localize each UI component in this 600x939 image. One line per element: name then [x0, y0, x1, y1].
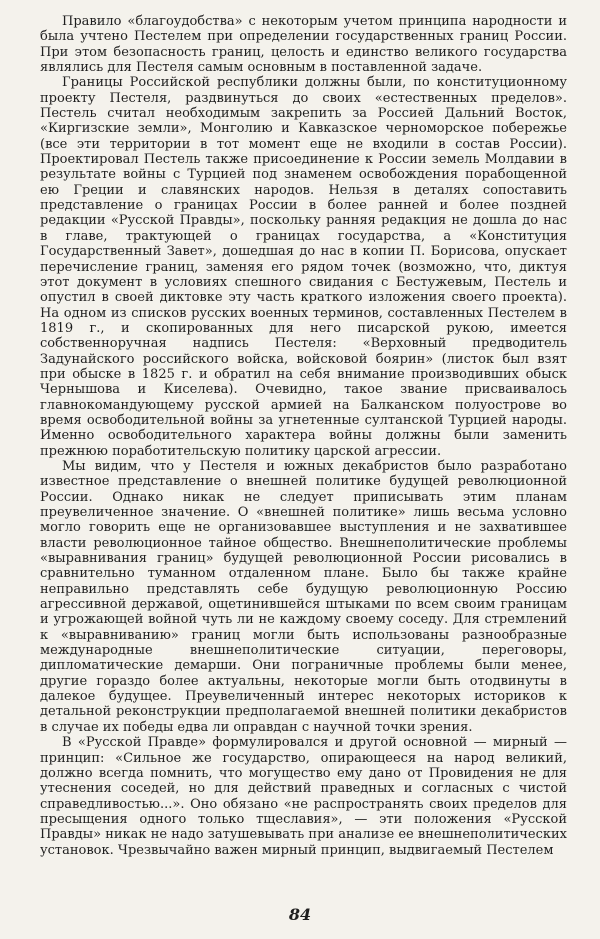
paragraph-1: Правило «благоудобства» с некоторым учетом принципа народности и была учтено Пестелем при определении государственных границ России. При этом безопасность границ, целость и единство великого государства являлись для Пестеля самым основным в поставленной задаче. [40, 14, 567, 76]
paragraph-2: Границы Российской республики должны были, по конституционному проекту Пестеля, раздвинуться до своих «естественных пределов». Пестель считал необходимым закрепить за Россией Дальний Восток, «Киргизские земли», Монголию и Кавказское черноморское побережье (все эти территории в тот момент еще не входили в состав России). Проектировал Пестель также присоединение к России земель Молдавии в результате войны с Турцией под знаменем освобождения порабощенной ею Греции и славянских народов. Нельзя в деталях сопоставить представление о границах России в более ранней и более поздней редакции «Русской Правды», поскольку ранняя редакция не дошла до нас в главе, трактующей о границах государства, а «Конституция Государственный Завет», дошедшая до нас в копии П. Борисова, опускает перечисление границ, заменяя его рядом точек (возможно, что, диктуя этот документ в условиях спешного свидания с Бестужевым, Пестель и опустил в своей диктовке эту часть краткого изложения своего проекта). На одном из списков русских военных терминов, составленных Пестелем в 1819 г., и скопированных для него писарской рукою, имеется собственноручная надпись Пестеля: «Верховный предводитель Задунайского российского войска, войсковой боярин» (листок был взят при обыске в 1825 г. и обратил на себя внимание производивших обыск Чернышова и Киселева). Очевидно, такое звание присваивалось главнокомандующему русской армией на Балканском полуострове во время освободительной войны за угнетенные султанской Турцией народы. Именно освободительного характера войны должны были заменить прежнюю поработительскую политику царской агрессии. [40, 75, 567, 459]
paragraph-4: В «Русской Правде» формулировался и другой основной — мирный — принцип: «Сильное же государство, опирающееся на народ великий, должно всегда помнить, что могущество ему дано от Провидения не для утеснения соседей, но для действий праведных и согласных с чистой справедливостью...». Оно обязано «не распространять своих пределов для пресыщения одного только тщеславия», — эти положения «Русской Правды» никак не надо затушевывать при анализе ее внешнеполитических установок. Чрезвычайно важен мирный принцип, выдвигаемый Пестелем [40, 735, 567, 858]
paragraph-3: Мы видим, что у Пестеля и южных декабристов было разработано известное представление о внешней политике будущей революционной России. Однако никак не следует приписывать этим планам преувеличенное значение. О «внешней политике» лишь весьма условно могло говорить еще не организовавшее выступления и не захватившее власти революционное тайное общество. Внешнеполитические проблемы «выравнивания границ» будущей революционной России рисовались в сравнительно туманном отдаленном плане. Было бы также крайне неправильно представлять себе будущую революционную Россию агрессивной державой, ощетинившейся штыками по всем своим границам и угрожающей войной чуть ли не каждому своему соседу. Для стремлений к «выравниванию» границ могли быть использованы разнообразные международные внешнеполитические ситуации, переговоры, дипломатические демарши. Они пограничные проблемы были менее, другие гораздо более актуальны, некоторые могли быть отодвинуты в далекое будущее. Преувеличенный интерес некоторых историков к детальной реконструкции предполагаемой внешней политики декабристов в случае их победы едва ли оправдан с научной точки зрения. [40, 458, 567, 735]
body-text [40, 14, 567, 858]
page-number: 84 [288, 905, 312, 924]
